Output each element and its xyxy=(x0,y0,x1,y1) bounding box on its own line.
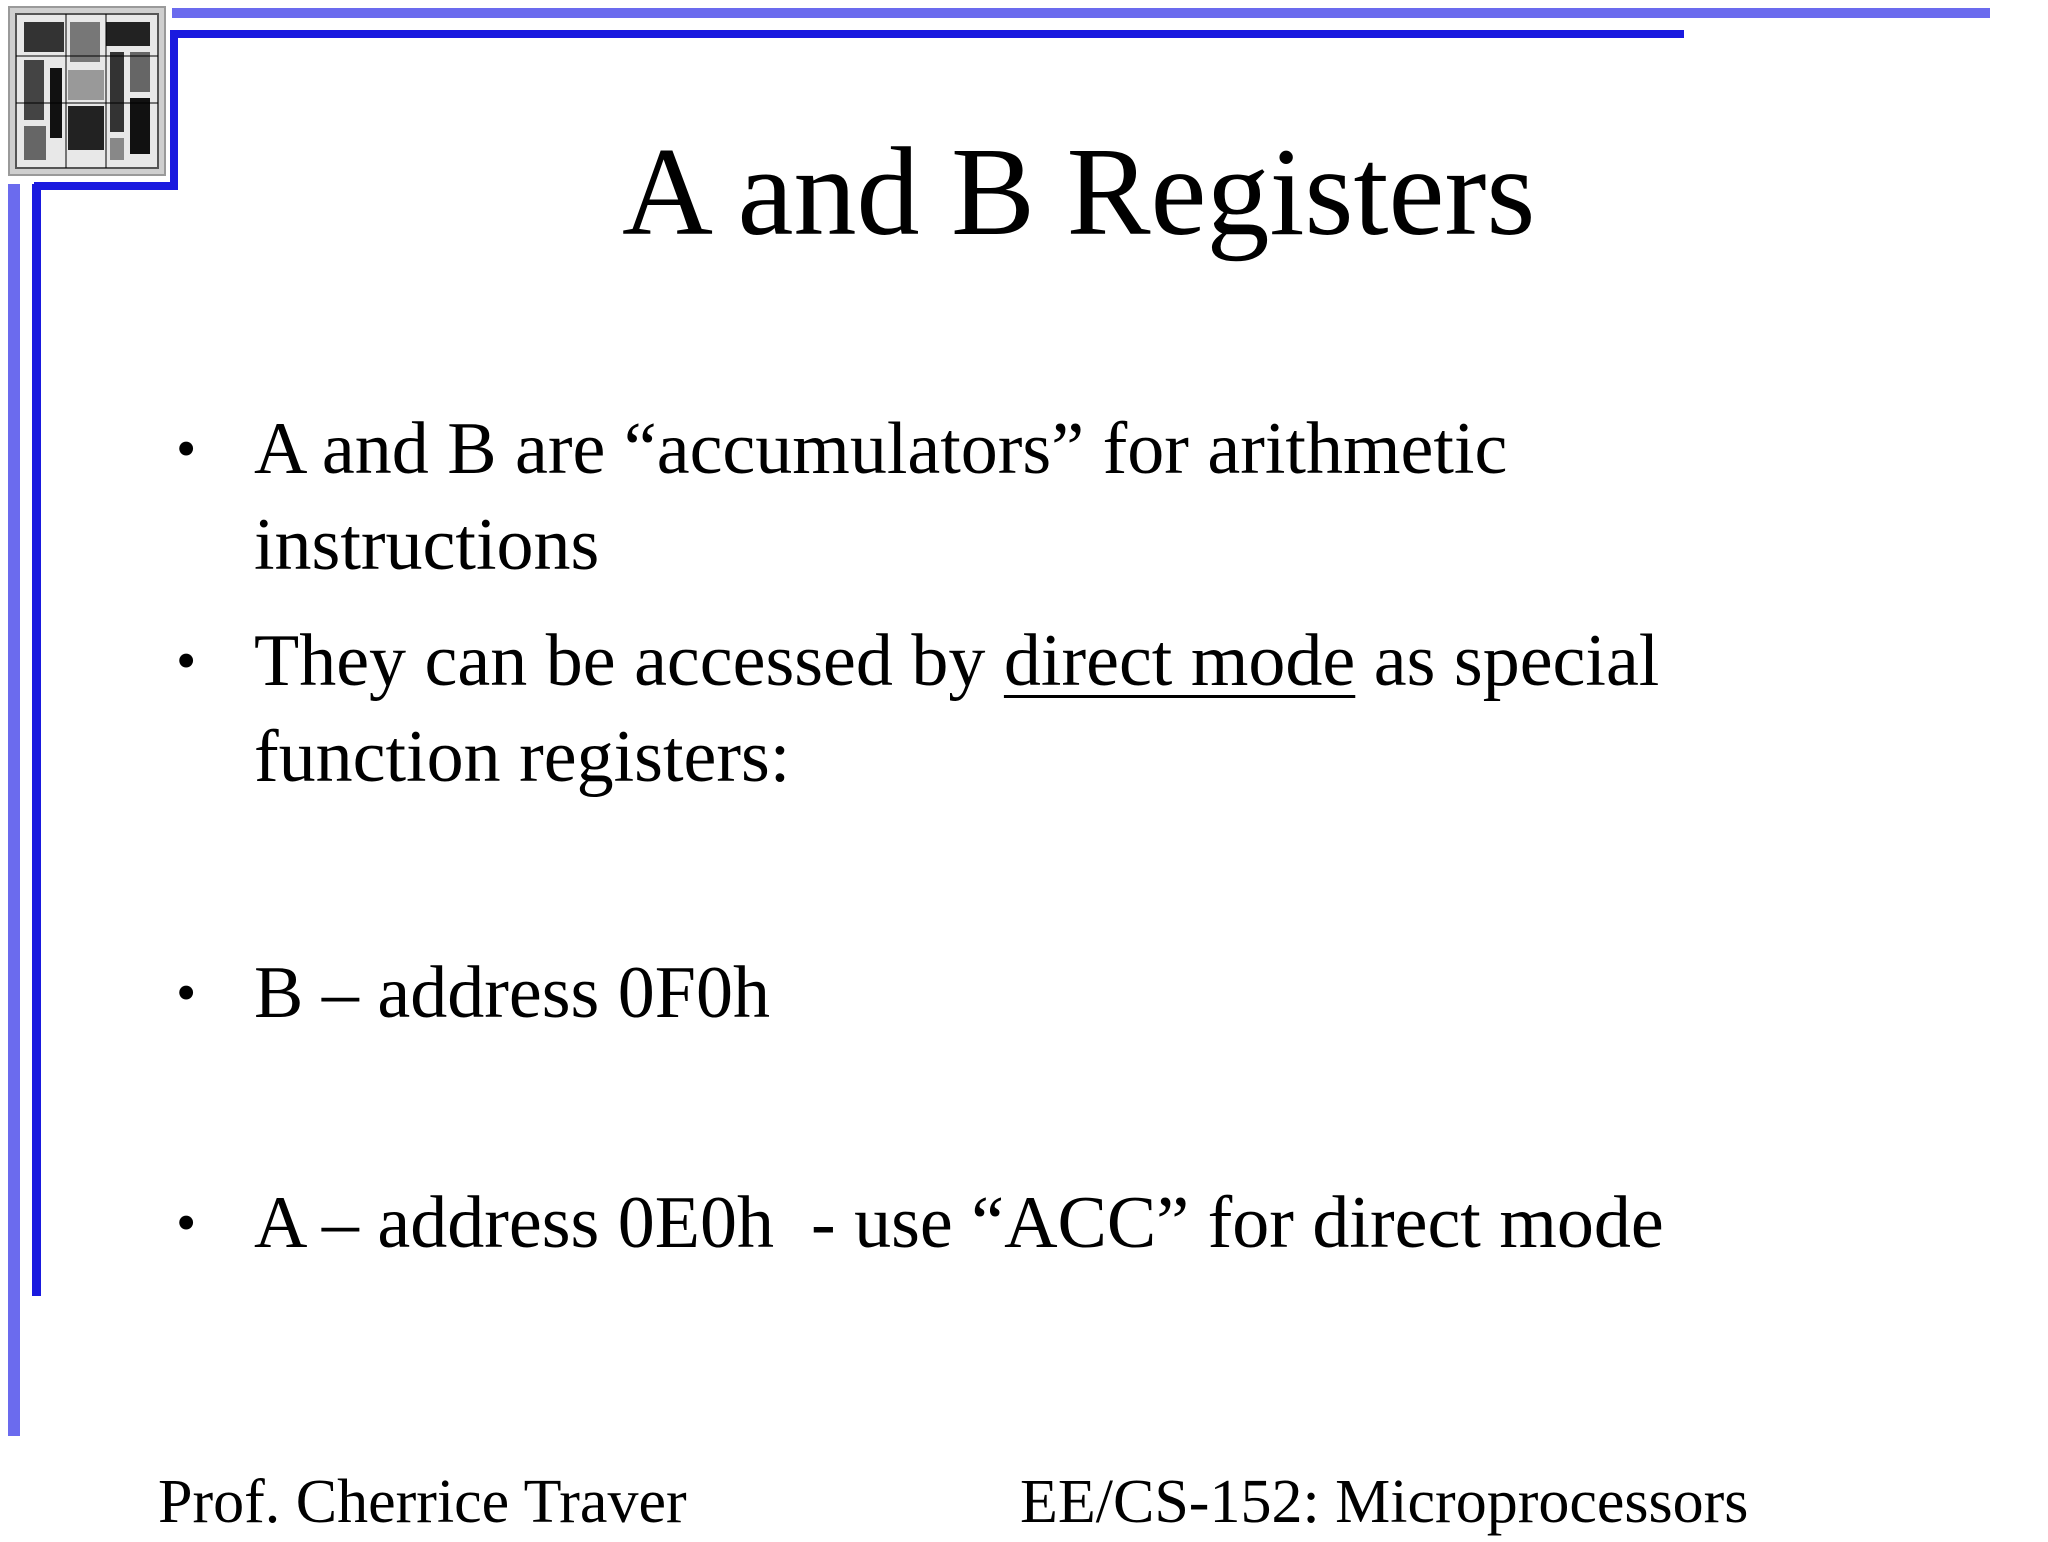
underlined-term: direct mode xyxy=(1003,620,1356,702)
slide-title: A and B Registers xyxy=(622,123,1536,262)
footer-author: Prof. Cherrice Traver xyxy=(158,1468,687,1536)
footer-course: EE/CS-152: Microprocessors xyxy=(1020,1468,1749,1536)
bullet-text-part: as special xyxy=(1355,620,1660,702)
bullet-text: A – address 0E0h - use “ACC” for direct mode xyxy=(254,1182,1664,1264)
bullet-marker: • xyxy=(176,416,197,481)
bullet-marker: • xyxy=(176,960,197,1025)
bullet-marker: • xyxy=(176,628,197,693)
bullet-text: B – address 0F0h xyxy=(254,952,770,1034)
bullet-text: function registers: xyxy=(254,716,791,798)
bullet-text xyxy=(254,612,1659,710)
bullet-text-part: They can be accessed by xyxy=(254,620,1004,702)
bullet-text: A and B are “accumulators” for arithmetic xyxy=(254,408,1508,490)
bullet-marker: • xyxy=(176,1190,197,1255)
bullet-text: instructions xyxy=(254,504,600,586)
